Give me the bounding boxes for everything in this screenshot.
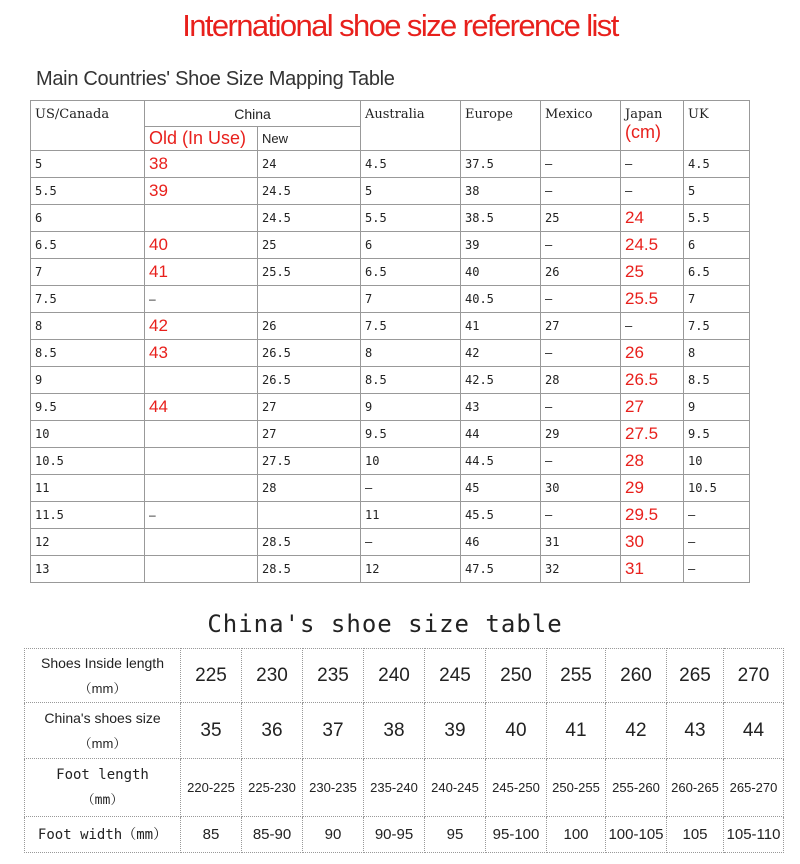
cell-japan: 24.5 <box>621 232 684 259</box>
cell-china-new: 28.5 <box>258 556 361 583</box>
header-china-old: Old (In Use) <box>145 127 258 151</box>
row-label <box>25 649 181 703</box>
cell-mexico: – <box>541 340 621 367</box>
cell-china-old <box>145 475 258 502</box>
table-row <box>31 178 750 205</box>
mapping-table <box>30 100 750 583</box>
cell-china-old: – <box>145 286 258 313</box>
row-label-unit: （mm） <box>78 735 127 751</box>
table-row <box>31 502 750 529</box>
cell-uk: 10.5 <box>684 475 750 502</box>
table-row <box>31 367 750 394</box>
cell-mexico: – <box>541 178 621 205</box>
value-cell: 225 <box>181 649 242 703</box>
cell-mexico: 29 <box>541 421 621 448</box>
cell-europe: 47.5 <box>461 556 541 583</box>
value-cell: 36 <box>242 703 303 759</box>
value-cell: 105 <box>667 817 724 853</box>
value-cell: 265 <box>667 649 724 703</box>
cell-us: 12 <box>31 529 145 556</box>
cell-china-new: 27 <box>258 394 361 421</box>
cell-mexico: 27 <box>541 313 621 340</box>
header-china: China <box>145 101 361 127</box>
cell-us: 6 <box>31 205 145 232</box>
value-cell: 260 <box>606 649 667 703</box>
cell-uk: 8.5 <box>684 367 750 394</box>
cell-china-new <box>258 286 361 313</box>
cell-japan: 26.5 <box>621 367 684 394</box>
header-europe: Europe <box>461 101 541 151</box>
cell-australia: – <box>361 475 461 502</box>
cell-china-old: 44 <box>145 394 258 421</box>
cell-china-new: 27.5 <box>258 448 361 475</box>
cell-us: 9 <box>31 367 145 394</box>
cell-europe: 44 <box>461 421 541 448</box>
value-cell: 90 <box>303 817 364 853</box>
value-cell: 255 <box>547 649 606 703</box>
cell-australia: 5.5 <box>361 205 461 232</box>
cell-mexico: – <box>541 448 621 475</box>
cell-china-new: 25 <box>258 232 361 259</box>
cell-uk: 10 <box>684 448 750 475</box>
row-label-text: China's shoes size <box>44 709 161 726</box>
value-cell: 37 <box>303 703 364 759</box>
value-cell: 240-245 <box>425 759 486 817</box>
cell-china-old: 38 <box>145 151 258 178</box>
cell-china-old <box>145 448 258 475</box>
row-label <box>25 817 181 853</box>
value-cell: 40 <box>486 703 547 759</box>
value-cell: 225-230 <box>242 759 303 817</box>
cell-uk: 5 <box>684 178 750 205</box>
cell-us: 8.5 <box>31 340 145 367</box>
header-us: US/Canada <box>31 101 145 151</box>
cell-australia: 9.5 <box>361 421 461 448</box>
row-label-unit: （mm） <box>81 792 124 808</box>
value-cell: 255-260 <box>606 759 667 817</box>
value-cell: 100-105 <box>606 817 667 853</box>
value-cell: 90-95 <box>364 817 425 853</box>
cell-australia: 4.5 <box>361 151 461 178</box>
table-row <box>31 313 750 340</box>
header-china-new: New <box>258 127 361 151</box>
cell-uk: 7.5 <box>684 313 750 340</box>
table-row <box>31 421 750 448</box>
table-row <box>31 286 750 313</box>
cell-japan: 29 <box>621 475 684 502</box>
cell-us: 11 <box>31 475 145 502</box>
value-cell: 43 <box>667 703 724 759</box>
value-cell: 230 <box>242 649 303 703</box>
china-table-title: China's shoe size table <box>207 610 563 638</box>
cell-mexico: – <box>541 232 621 259</box>
cell-europe: 37.5 <box>461 151 541 178</box>
cell-china-old <box>145 421 258 448</box>
cell-us: 6.5 <box>31 232 145 259</box>
cell-australia: 9 <box>361 394 461 421</box>
cell-europe: 38 <box>461 178 541 205</box>
china-size-table <box>24 648 784 853</box>
page-title: International shoe size reference list <box>182 8 618 43</box>
cell-japan: 27.5 <box>621 421 684 448</box>
cell-europe: 42.5 <box>461 367 541 394</box>
cell-china-new: 25.5 <box>258 259 361 286</box>
value-cell: 260-265 <box>667 759 724 817</box>
value-cell: 105-110 <box>724 817 784 853</box>
cell-us: 5 <box>31 151 145 178</box>
cell-europe: 44.5 <box>461 448 541 475</box>
value-cell: 42 <box>606 703 667 759</box>
value-cell: 220-225 <box>181 759 242 817</box>
cell-mexico: 30 <box>541 475 621 502</box>
cell-uk: – <box>684 556 750 583</box>
cell-europe: 41 <box>461 313 541 340</box>
cell-china-old <box>145 205 258 232</box>
cell-uk: – <box>684 502 750 529</box>
cell-us: 13 <box>31 556 145 583</box>
cell-china-new: 26 <box>258 313 361 340</box>
header-uk: UK <box>684 101 750 151</box>
value-cell: 240 <box>364 649 425 703</box>
value-cell: 44 <box>724 703 784 759</box>
cell-europe: 46 <box>461 529 541 556</box>
cell-us: 11.5 <box>31 502 145 529</box>
cell-australia: 11 <box>361 502 461 529</box>
value-cell: 100 <box>547 817 606 853</box>
cell-europe: 43 <box>461 394 541 421</box>
cell-us: 7.5 <box>31 286 145 313</box>
row-label <box>25 759 181 817</box>
value-cell: 250-255 <box>547 759 606 817</box>
value-cell: 95 <box>425 817 486 853</box>
table-row <box>31 205 750 232</box>
header-mexico: Mexico <box>541 101 621 151</box>
cell-china-new: 26.5 <box>258 340 361 367</box>
value-cell: 250 <box>486 649 547 703</box>
value-cell: 35 <box>181 703 242 759</box>
header-japan-label: Japan <box>625 107 663 122</box>
cell-china-old: 42 <box>145 313 258 340</box>
cell-china-new: 26.5 <box>258 367 361 394</box>
cell-uk: 6 <box>684 232 750 259</box>
cell-australia: 8 <box>361 340 461 367</box>
cell-australia: 6 <box>361 232 461 259</box>
cell-mexico: 25 <box>541 205 621 232</box>
value-cell: 270 <box>724 649 784 703</box>
cell-australia: 5 <box>361 178 461 205</box>
header-australia: Australia <box>361 101 461 151</box>
cell-europe: 42 <box>461 340 541 367</box>
value-cell: 230-235 <box>303 759 364 817</box>
row-label-text: Foot width（mm） <box>37 826 168 843</box>
value-cell: 38 <box>364 703 425 759</box>
cell-uk: – <box>684 529 750 556</box>
table-row <box>31 475 750 502</box>
cell-japan: – <box>621 151 684 178</box>
value-cell: 85-90 <box>242 817 303 853</box>
cell-china-old: – <box>145 502 258 529</box>
row-label-unit: （mm） <box>78 680 127 696</box>
cell-china-new: 28.5 <box>258 529 361 556</box>
value-cell: 245 <box>425 649 486 703</box>
cell-uk: 7 <box>684 286 750 313</box>
table-row <box>25 759 784 817</box>
cell-us: 5.5 <box>31 178 145 205</box>
table-row <box>31 232 750 259</box>
cell-china-old: 41 <box>145 259 258 286</box>
cell-japan: 28 <box>621 448 684 475</box>
cell-australia: 7.5 <box>361 313 461 340</box>
cell-australia: 6.5 <box>361 259 461 286</box>
cell-europe: 40.5 <box>461 286 541 313</box>
cell-china-old: 40 <box>145 232 258 259</box>
value-cell: 235 <box>303 649 364 703</box>
value-cell: 245-250 <box>486 759 547 817</box>
value-cell: 235-240 <box>364 759 425 817</box>
cell-china-old: 39 <box>145 178 258 205</box>
cell-uk: 4.5 <box>684 151 750 178</box>
cell-australia: – <box>361 529 461 556</box>
cell-japan: 26 <box>621 340 684 367</box>
cell-europe: 38.5 <box>461 205 541 232</box>
row-label-text: Shoes Inside length <box>41 654 164 671</box>
cell-china-new: 24.5 <box>258 205 361 232</box>
value-cell: 41 <box>547 703 606 759</box>
table-row <box>31 529 750 556</box>
cell-china-new <box>258 502 361 529</box>
cell-japan: – <box>621 313 684 340</box>
cell-uk: 9 <box>684 394 750 421</box>
cell-mexico: 28 <box>541 367 621 394</box>
table-row <box>31 448 750 475</box>
table-row <box>31 394 750 421</box>
table-row <box>31 556 750 583</box>
cell-japan: 31 <box>621 556 684 583</box>
row-label-text: Foot length <box>56 766 149 783</box>
table-row <box>25 817 784 853</box>
cell-us: 10.5 <box>31 448 145 475</box>
cell-uk: 9.5 <box>684 421 750 448</box>
cell-mexico: – <box>541 502 621 529</box>
cell-europe: 39 <box>461 232 541 259</box>
row-label <box>25 703 181 759</box>
cell-china-old <box>145 367 258 394</box>
value-cell: 39 <box>425 703 486 759</box>
cell-australia: 10 <box>361 448 461 475</box>
cell-us: 7 <box>31 259 145 286</box>
cell-uk: 6.5 <box>684 259 750 286</box>
cell-japan: 25.5 <box>621 286 684 313</box>
cell-china-new: 24.5 <box>258 178 361 205</box>
table-row <box>31 340 750 367</box>
cell-mexico: 32 <box>541 556 621 583</box>
value-cell: 95-100 <box>486 817 547 853</box>
header-japan <box>621 101 684 151</box>
table-row <box>31 259 750 286</box>
cell-us: 10 <box>31 421 145 448</box>
cell-uk: 8 <box>684 340 750 367</box>
table-row <box>25 703 784 759</box>
cell-mexico: – <box>541 151 621 178</box>
cell-australia: 12 <box>361 556 461 583</box>
cell-japan: – <box>621 178 684 205</box>
cell-australia: 7 <box>361 286 461 313</box>
cell-mexico: 26 <box>541 259 621 286</box>
cell-europe: 45 <box>461 475 541 502</box>
cell-china-old: 43 <box>145 340 258 367</box>
mapping-table-title: Main Countries' Shoe Size Mapping Table <box>36 68 395 90</box>
cell-japan: 30 <box>621 529 684 556</box>
cell-us: 8 <box>31 313 145 340</box>
cell-china-new: 28 <box>258 475 361 502</box>
cell-china-new: 27 <box>258 421 361 448</box>
cell-europe: 40 <box>461 259 541 286</box>
table-row <box>25 649 784 703</box>
cell-japan: 25 <box>621 259 684 286</box>
value-cell: 85 <box>181 817 242 853</box>
cell-mexico: – <box>541 286 621 313</box>
cell-china-new: 24 <box>258 151 361 178</box>
cell-china-old <box>145 556 258 583</box>
cell-china-old <box>145 529 258 556</box>
cell-uk: 5.5 <box>684 205 750 232</box>
cell-japan: 24 <box>621 205 684 232</box>
cell-mexico: – <box>541 394 621 421</box>
value-cell: 265-270 <box>724 759 784 817</box>
header-japan-unit: (cm) <box>625 122 661 142</box>
cell-us: 9.5 <box>31 394 145 421</box>
cell-japan: 29.5 <box>621 502 684 529</box>
cell-australia: 8.5 <box>361 367 461 394</box>
table-row <box>31 151 750 178</box>
cell-japan: 27 <box>621 394 684 421</box>
cell-europe: 45.5 <box>461 502 541 529</box>
cell-mexico: 31 <box>541 529 621 556</box>
